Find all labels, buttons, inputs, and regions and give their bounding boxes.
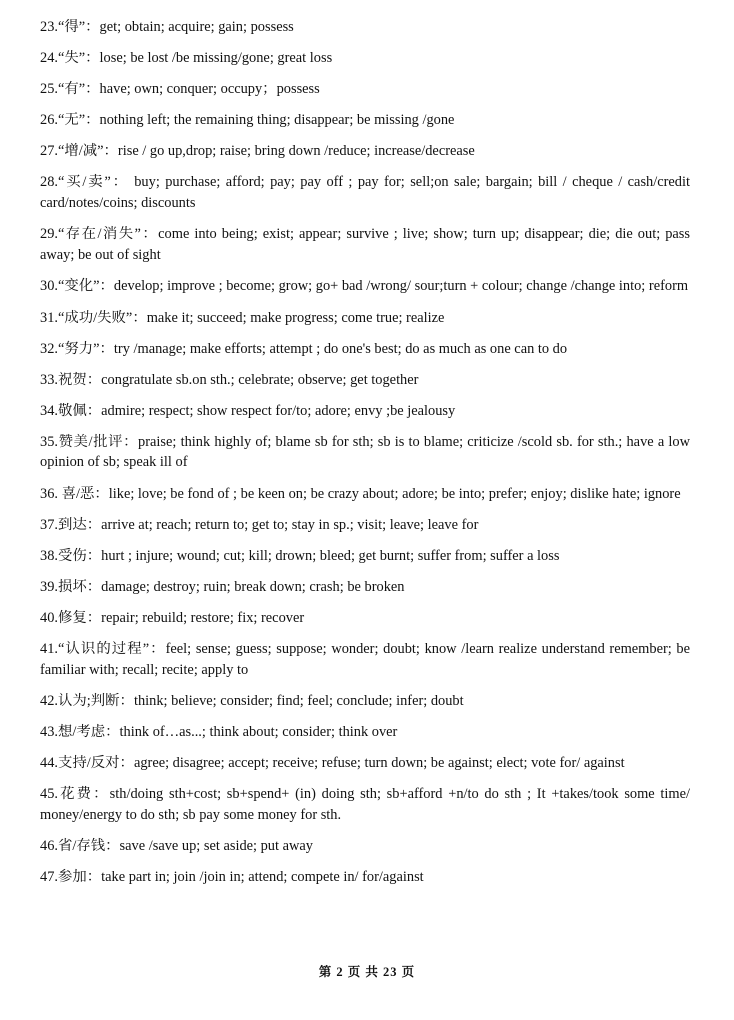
- entry-43: 43.想/考虑：think of…as...; think about; consider; think over: [40, 724, 398, 740]
- entry-34: 34.敬佩：admire; respect; show respect for/to; adore; envy ;be jealousy: [40, 402, 456, 419]
- entry-39: 39.损坏：damage; destroy; ruin; break down; crash; be broken: [40, 579, 405, 595]
- entry-25: 25.“有”：have; own; conquer; occupy；possess: [40, 81, 320, 97]
- page-footer: 第 2 页 共 23 页: [318, 965, 416, 979]
- entry-36: 36. 喜/恶：like; love; be fond of ; be keen on; be crazy about; adore; be into; prefer; enjoy; dislike hate; ignore: [40, 485, 681, 502]
- entry-28: 28.“买/卖”： buy; purchase; afford; pay; pay off ; pay for; sell;on sale; bargain; bill / cheque / cash/credit card/notes/coins; discounts: [40, 174, 690, 211]
- entry-35: 35.赞美/批评：praise; think highly of; blame sb for sth; sb is to blame; criticize /scold sb. for sth.; have a low opinion of sb; speak ill of: [40, 433, 690, 470]
- entry-46: 46.省/存钱：save /save up; set aside; put away: [40, 838, 313, 854]
- entry-31: 31.“成功/失败”：make it; succeed; make progress; come true; realize: [40, 309, 445, 326]
- entry-24: 24.“失”：lose; be lost /be missing/gone; great loss: [40, 50, 333, 66]
- vocabulary-list: [40, 17, 690, 898]
- entry-44: 44.支持/反对：agree; disagree; accept; receive; refuse; turn down; be against; elect; vote for/ against: [40, 755, 625, 771]
- entry-29: 29.“存在/消失”：come into being; exist; appear; survive ; live; show; turn up; disappear; die; die out; pass away; be out of sight: [40, 226, 690, 263]
- entry-27: 27.“增/减”：rise / go up,drop; raise; bring down /reduce; increase/decrease: [40, 143, 475, 159]
- entry-30: 30.“变化”：develop; improve ; become; grow; go+ bad /wrong/ sour;turn + colour; change /change into; reform: [40, 278, 689, 294]
- entry-38: 38.受伤：hurt ; injure; wound; cut; kill; drown; bleed; get burnt; suffer from; suffer a loss: [40, 548, 560, 564]
- entry-41: 41.“认识的过程”：feel; sense; guess; suppose; wonder; doubt; know /learn realize understand remember; be familiar with; recall; recite; apply to: [40, 641, 690, 678]
- entry-23: 23.“得”：get; obtain; acquire; gain; possess: [40, 19, 294, 35]
- entry-40: 40.修复：repair; rebuild; restore; fix; recover: [40, 610, 305, 626]
- entry-33: 33.祝贺：congratulate sb.on sth.; celebrate; observe; get together: [40, 371, 419, 388]
- entry-47: 47.参加：take part in; join /join in; attend; compete in/ for/against: [40, 869, 424, 885]
- entry-32: 32.“努力”：try /manage; make efforts; attempt ; do one's best; do as much as one can to do: [40, 340, 568, 357]
- entry-37: 37.到达：arrive at; reach; return to; get to; stay in sp.; visit; leave; leave for: [40, 517, 479, 533]
- entry-45: 45.花费：sth/doing sth+cost; sb+spend+ (in) doing sth; sb+afford +n/to do sth ; It +takes/took some time/ money/energy to do sth; sb pay some money for sth.: [40, 786, 690, 823]
- entry-26: 26.“无”：nothing left; the remaining thing; disappear; be missing /gone: [40, 112, 455, 128]
- entry-42: 42.认为;判断：think; believe; consider; find; feel; conclude; infer; doubt: [40, 693, 464, 709]
